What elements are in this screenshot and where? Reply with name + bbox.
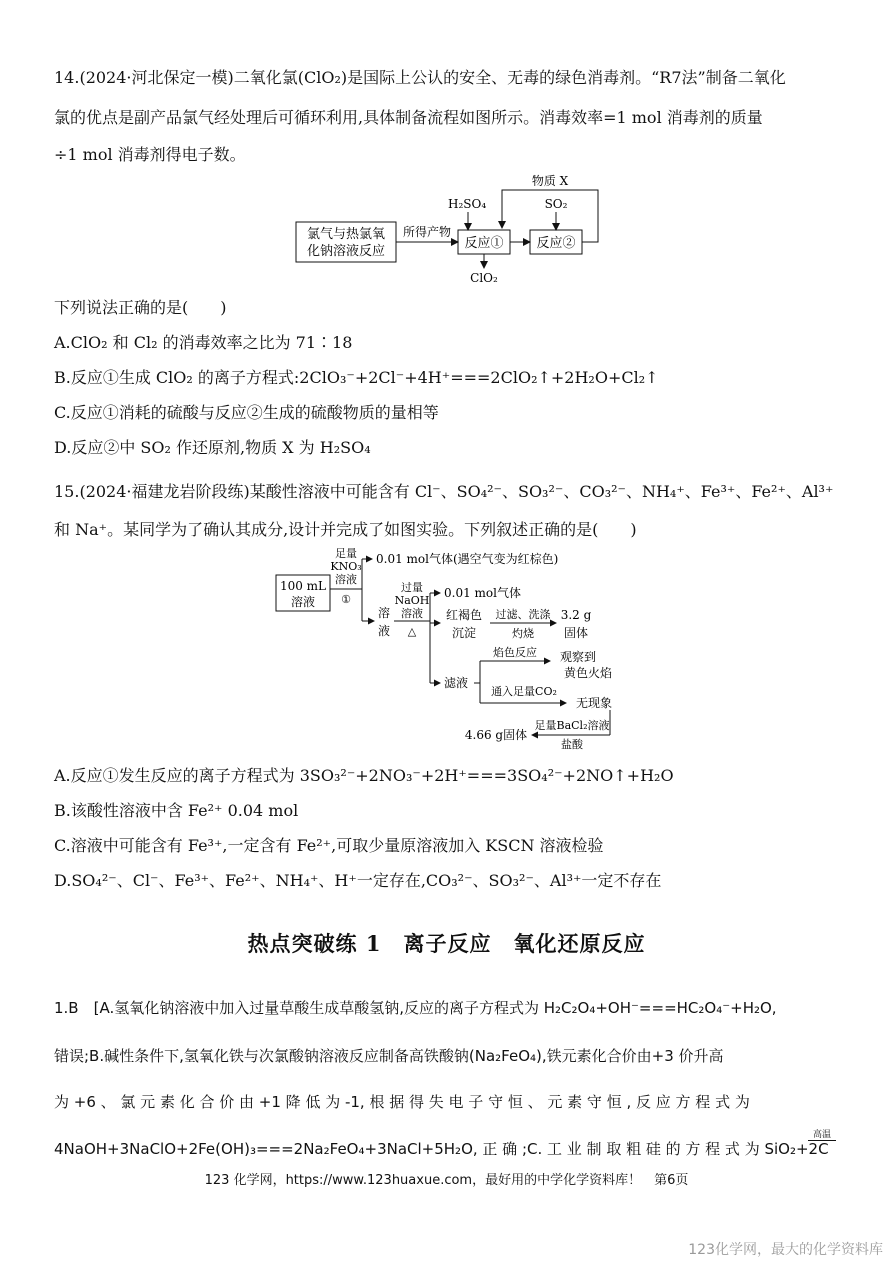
q15-start-line2: 溶液 xyxy=(290,595,316,609)
q15-stem-line2: 和 Na⁺。某同学为了确认其成分,设计并完成了如图实验。下列叙述正确的是( ) xyxy=(54,520,637,539)
q15-step2-b: NaOH xyxy=(394,594,430,607)
q15-filter-b: 灼烧 xyxy=(512,627,534,640)
q14-option-c: C.反应①消耗的硫酸与反应②生成的硫酸物质的量相等 xyxy=(54,403,439,422)
q15-hcl-step: 盐酸 xyxy=(561,738,583,750)
q14-reaction2-label: 反应② xyxy=(536,236,576,251)
q15-solid-a: 3.2 g xyxy=(560,608,592,622)
q14-so2-label: SO₂ xyxy=(544,197,568,211)
q15-solid2: 4.66 g固体 xyxy=(464,728,528,742)
q15-option-b: B.该酸性溶液中含 Fe²⁺ 0.04 mol xyxy=(54,801,299,820)
q15-precipitate-a: 红褐色 xyxy=(445,608,483,622)
answer-line2: 错误;B.碱性条件下,氢氧化铁与次氯酸钠溶液反应制备高铁酸钠(Na₂FeO₄),铁元素化合价由+3 价升高 xyxy=(54,1047,724,1065)
q14-flow-diagram xyxy=(290,172,620,287)
q14-option-d: D.反应②中 SO₂ 作还原剂,物质 X 为 H₂SO₄ xyxy=(54,438,371,457)
q15-step1-a: 足量 xyxy=(335,547,357,560)
q15-gas1: 0.01 mol气体(遇空气变为红棕色) xyxy=(376,552,559,566)
q15-filter-a: 过滤、洗涤 xyxy=(495,608,551,621)
q15-flow-diagram xyxy=(270,545,630,750)
answer-line4: 4NaOH+3NaClO+2Fe(OH)₃===2Na₂FeO₄+3NaCl+5H₂O, 正 确 ;C. 工 业 制 取 粗 硅 的 方 程 式 为 SiO₂+2C xyxy=(54,1140,829,1158)
q15-flame-test: 焰色反应 xyxy=(493,646,537,659)
q14-option-b: B.反应①生成 ClO₂ 的离子方程式:2ClO₃⁻+2Cl⁻+4H⁺===2ClO₂↑+2H₂O+Cl₂↑ xyxy=(54,368,659,387)
answer-condition: 高温 xyxy=(808,1127,836,1141)
q14-stem-line2: 氯的优点是副产品氯气经处理后可循环利用,具体制备流程如图所示。消毒效率=1 mol 消毒剂的质量 xyxy=(54,108,763,127)
q15-step1-c: 溶液 xyxy=(335,573,357,586)
q14-box-start-line2: 化钠溶液反应 xyxy=(306,244,386,259)
q15-flame-result-b: 黄色火焰 xyxy=(563,666,613,680)
q14-stem-line3: ÷1 mol 消毒剂得电子数。 xyxy=(54,145,246,164)
answer-line1: 1.B [A.氢氧化钠溶液中加入过量草酸生成草酸氢钠,反应的离子方程式为 H₂C₂O₄+OH⁻===HC₂O₄⁻+H₂O, xyxy=(54,999,777,1017)
q14-prompt: 下列说法正确的是( ) xyxy=(54,298,227,317)
q15-co2-step: 通入足量CO₂ xyxy=(491,685,557,698)
q15-solution-b: 液 xyxy=(377,624,391,638)
q15-no-phenomenon: 无现象 xyxy=(575,696,613,710)
q15-step1-d: ① xyxy=(341,593,351,606)
q14-box-start-line1: 氯气与热氯氧 xyxy=(306,227,386,242)
q14-clo2-label: ClO₂ xyxy=(470,271,498,285)
page-footer: 123 化学网，https://www.123huaxue.com，最好用的中学化学资料库！ 第6页 xyxy=(204,1173,689,1188)
q15-gas2: 0.01 mol气体 xyxy=(444,586,521,600)
q15-precipitate-b: 沉淀 xyxy=(451,626,477,640)
q15-option-d: D.SO₄²⁻、Cl⁻、Fe³⁺、Fe²⁺、NH₄⁺、H⁺一定存在,CO₃²⁻、SO₃²⁻、Al³⁺一定不存在 xyxy=(54,871,662,890)
q15-step2-a: 过量 xyxy=(401,581,423,594)
q15-solution-a: 溶 xyxy=(377,606,391,620)
q15-option-a: A.反应①发生反应的离子方程式为 3SO₃²⁻+2NO₃⁻+2H⁺===3SO₄²⁻+2NO↑+H₂O xyxy=(54,766,674,785)
q14-stem-line1: 14.(2024·河北保定一模)二氧化氯(ClO₂)是国际上公认的安全、无毒的绿色消毒剂。“R7法”制备二氧化 xyxy=(54,68,786,87)
q15-option-c: C.溶液中可能含有 Fe³⁺,一定含有 Fe²⁺,可取少量原溶液加入 KSCN 溶液检验 xyxy=(54,836,604,855)
q15-step2-c: 溶液 xyxy=(401,607,423,620)
q14-arrow-label: 所得产物 xyxy=(402,225,452,239)
q15-step1-b: KNO₃ xyxy=(330,560,362,573)
q15-step2-d: △ xyxy=(407,625,417,638)
q15-bacl2-step: 足量BaCl₂溶液 xyxy=(534,719,610,732)
q14-reaction1-label: 反应① xyxy=(464,236,504,251)
q14-h2so4-label: H₂SO₄ xyxy=(448,197,487,211)
q15-filtrate: 滤液 xyxy=(443,676,469,690)
q15-flame-result-a: 观察到 xyxy=(559,650,597,664)
q15-stem-line1: 15.(2024·福建龙岩阶段练)某酸性溶液中可能含有 Cl⁻、SO₄²⁻、SO₃²⁻、CO₃²⁻、NH₄⁺、Fe³⁺、Fe²⁺、Al³⁺ xyxy=(54,482,834,501)
q14-loop-label: 物质 X xyxy=(531,174,569,188)
q15-solid-b: 固体 xyxy=(563,626,589,640)
q14-option-a: A.ClO₂ 和 Cl₂ 的消毒效率之比为 71∶18 xyxy=(54,333,353,352)
watermark: 123化学网，最大的化学资料库 xyxy=(688,1242,883,1258)
answer-line3: 为 +6 、 氯 元 素 化 合 价 由 +1 降 低 为 -1, 根 据 得 失 电 子 守 恒 、 元 素 守 恒 , 反 应 方 程 式 为 xyxy=(54,1093,750,1111)
section-heading: 热点突破练 1 离子反应 氧化还原反应 xyxy=(247,931,646,956)
q15-start-line1: 100 mL xyxy=(279,579,327,593)
